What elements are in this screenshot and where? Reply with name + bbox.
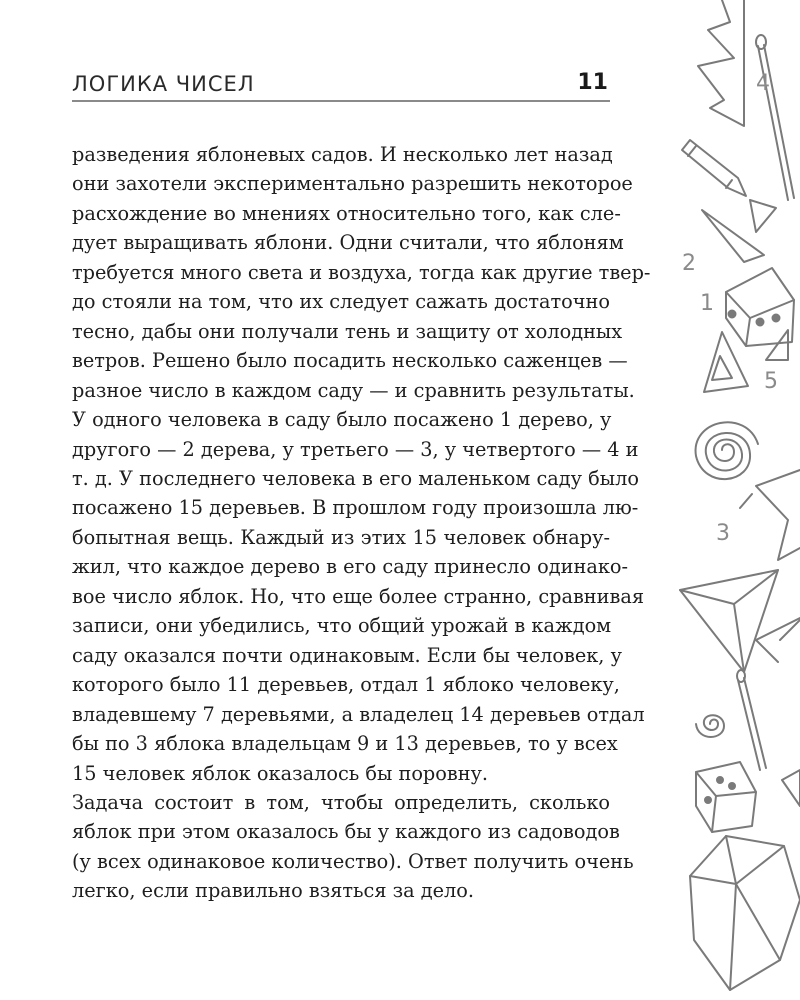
text-line: другого — 2 дерева, у третьего — 3, у четвертого — 4 и (72, 437, 639, 461)
text-line: саду оказался почти одинаковым. Если бы человек, у (72, 643, 622, 667)
dice-icon (696, 762, 756, 832)
text-line: легко, если правильно взяться за дело. (72, 879, 475, 903)
text-line: ветров. Решено было посадить несколько саженцев — (72, 349, 628, 373)
glyph-three: 3 (716, 521, 730, 546)
text-line: жил, что каждое дерево в его саду принесло одинако- (72, 555, 628, 579)
triangle-ruler-icon (702, 210, 764, 262)
text-line: 15 человек яблок оказалось бы поровну. (72, 761, 489, 785)
text-line: разное число в каждом саду — и сравнить результаты. (72, 378, 635, 402)
page-header (72, 66, 610, 102)
text-line: посажено 15 деревьев. В прошлом году произошла лю- (72, 496, 639, 520)
text-line: они захотели экспериментально разрешить некоторое (72, 172, 633, 196)
match-icon (737, 670, 766, 770)
text-line: т. д. У последнего человека в его маленьком саду было (72, 466, 639, 490)
text-line: бы по 3 яблока владельцам 9 и 13 деревьев, то у всех (72, 732, 618, 756)
paragraph-1 (72, 140, 651, 405)
text-line: вое число яблок. Но, что еще более странно, сравнивая (72, 584, 645, 608)
page-number: 11 (577, 70, 608, 95)
text-line: Задача состоит в том, чтобы определить, сколько (72, 790, 610, 814)
pyramid-icon (680, 570, 778, 672)
text-line: расхождение во мнениях относительно того, как сле- (72, 201, 621, 225)
paragraph-2 (72, 405, 645, 788)
paragraph-3 (72, 788, 634, 906)
text-line: У одного человека в саду было посажено 1 дерево, у (72, 408, 612, 432)
text-line: записи, они убедились, что общий урожай в каждом (72, 614, 612, 638)
text-line: (у всех одинаковое количество). Ответ получить очень (72, 849, 634, 873)
small-spiral-icon (696, 715, 724, 737)
glyph-two: 2 (682, 251, 696, 276)
pencil-icon (682, 140, 746, 196)
text-line: разведения яблоневых садов. И несколько лет назад (72, 143, 613, 166)
glyph-five: 5 (764, 369, 778, 394)
glyph-one: 1 (700, 291, 714, 316)
glyph-four: 4 (756, 71, 770, 96)
text-line: тесно, дабы они получали тень и защиту от холодных (72, 319, 623, 343)
angle-icon (756, 470, 800, 560)
text-line: до стояли на том, что их следует сажать достаточно (72, 290, 610, 314)
polyhedron-icon (690, 836, 800, 990)
text-line: владевшему 7 деревьями, а владелец 14 деревьев отдал (72, 702, 645, 726)
text-line: яблок при этом оказалось бы у каждого из садоводов (72, 820, 620, 844)
running-title: ЛОГИКА ЧИСЕЛ (72, 72, 255, 96)
zigzag-paper-icon (698, 0, 744, 126)
text-line: бопытная вещь. Каждый из этих 15 человек обнару- (72, 525, 610, 549)
margin-doodles (660, 0, 800, 1000)
body-text (72, 140, 651, 906)
text-line: дует выращивать яблони. Одни считали, что яблоням (72, 231, 624, 255)
text-line: требуется много света и воздуха, тогда как другие твер- (72, 260, 651, 284)
match-icon (756, 35, 794, 200)
spiral-icon (696, 422, 758, 479)
text-line: которого было 11 деревьев, отдал 1 яблоко человеку, (72, 673, 620, 697)
